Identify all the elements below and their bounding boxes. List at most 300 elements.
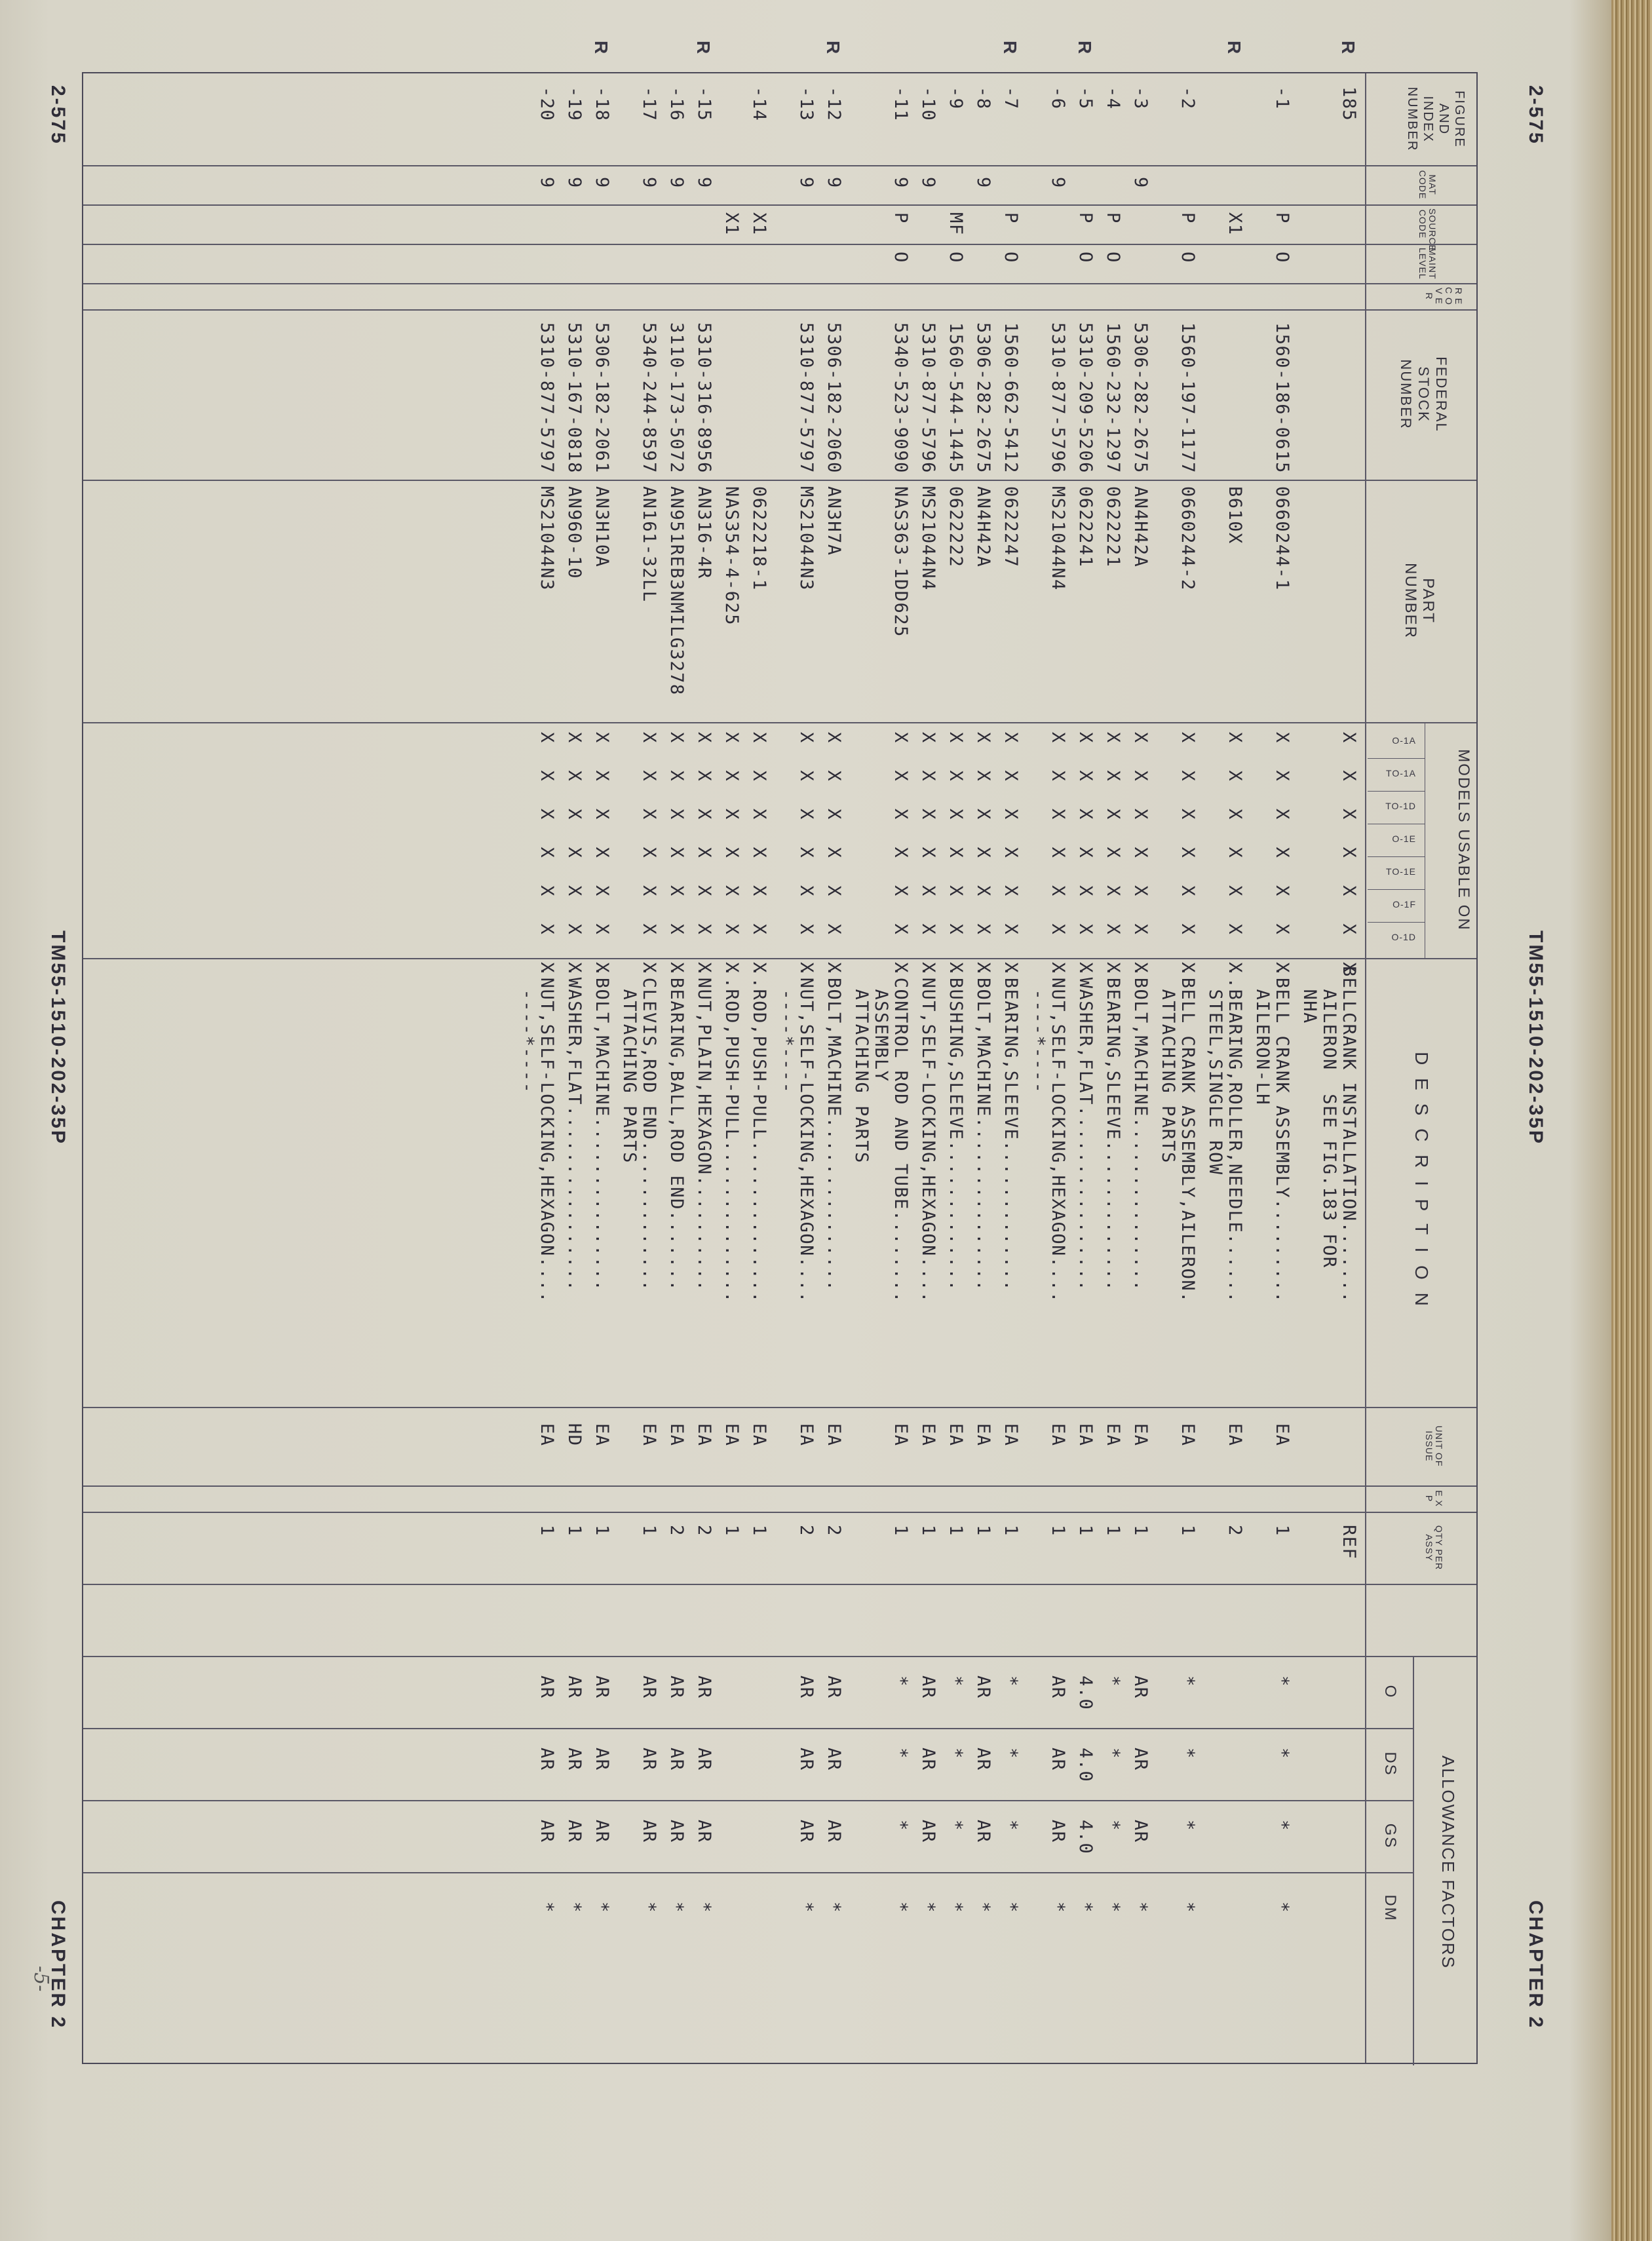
- qty-cell: 1: [1178, 1525, 1198, 1537]
- part-number-cell: AN161-32LL: [639, 486, 659, 603]
- description-line: ..ROD,PUSH-PULL..............: [749, 966, 769, 1303]
- source-code-cell: P: [1272, 212, 1292, 224]
- allowance-dm-cell: *: [824, 1902, 844, 1913]
- parts-list-table: [82, 41, 1478, 2064]
- mat-code-cell: 9: [1130, 177, 1151, 189]
- allowance-o-cell: *: [1178, 1676, 1198, 1687]
- allowance-gs-cell: AR: [796, 1820, 816, 1843]
- allowance-o-cell: AR: [796, 1676, 816, 1699]
- qty-cell: 1: [749, 1525, 769, 1537]
- allowance-gs-cell: AR: [694, 1820, 714, 1843]
- header-maint-level: MAINT LEVEL: [1417, 248, 1438, 280]
- fsn-cell: 5340-244-8597: [639, 322, 659, 474]
- source-code-cell: X1: [1225, 212, 1245, 236]
- allowance-dm-cell: *: [1103, 1902, 1123, 1913]
- allowance-dm-cell: *: [666, 1902, 687, 1913]
- document-id-top: TM55-1510-202-35P: [1525, 930, 1546, 1145]
- allowance-gs-cell: 4.0: [1075, 1820, 1096, 1855]
- description-line: ..BEARING,ROLLER,NEEDLE......: [1225, 966, 1245, 1303]
- mat-code-cell: 9: [592, 177, 612, 189]
- figure-index-cell: -7: [1001, 86, 1021, 110]
- qty-cell: 1: [1075, 1525, 1096, 1537]
- revision-mark: R: [1075, 41, 1095, 54]
- fsn-cell: 5310-877-5796: [918, 322, 938, 474]
- description-line: AILERON-LH: [1252, 966, 1273, 1106]
- figure-index-cell: 185: [1339, 86, 1359, 122]
- models-cell: X X X X X X X: [694, 732, 714, 982]
- rotated-page: [29, 26, 1560, 2215]
- source-code-cell: MF: [946, 212, 966, 236]
- description-line: .NUT,SELF-LOCKING,HEXAGON....: [537, 966, 557, 1303]
- fsn-cell: 5310-167-0818: [564, 322, 585, 474]
- models-cell: X X X X X X X: [564, 732, 585, 982]
- allowance-gs-cell: AR: [1048, 1820, 1068, 1843]
- allowance-dm-cell: *: [564, 1902, 585, 1913]
- mat-code-cell: 9: [891, 177, 911, 189]
- models-cell: X X X X X X X: [1339, 732, 1359, 982]
- unit-of-issue-cell: EA: [918, 1423, 938, 1447]
- header-fsn: FEDERAL STOCK NUMBER: [1398, 356, 1450, 432]
- description-line: .NUT,SELF-LOCKING,HEXAGON....: [918, 966, 938, 1303]
- mat-code-cell: 9: [564, 177, 585, 189]
- description-line: .BOLT,MACHINE...............: [1130, 966, 1151, 1292]
- allowance-gs-cell: AR: [973, 1820, 993, 1843]
- unit-of-issue-cell: EA: [1272, 1423, 1292, 1447]
- allowance-gs-cell: *: [1103, 1820, 1123, 1831]
- part-number-cell: AN4H42A: [1130, 486, 1151, 568]
- maint-level-cell: O: [946, 252, 966, 263]
- book-binding-edge: [1611, 0, 1652, 2241]
- allowance-gs-cell: *: [1001, 1820, 1021, 1831]
- allowance-ds-cell: 4.0: [1075, 1748, 1096, 1783]
- fsn-cell: 5310-316-8956: [694, 322, 714, 474]
- allowance-ds-cell: AR: [918, 1748, 938, 1771]
- part-number-cell: 0622218-1: [749, 486, 769, 591]
- maint-level-cell: O: [1001, 252, 1021, 263]
- allowance-dm-cell: *: [1001, 1902, 1021, 1913]
- unit-of-issue-cell: EA: [666, 1423, 687, 1447]
- allowance-ds-cell: AR: [537, 1748, 557, 1771]
- maint-level-cell: O: [1075, 252, 1096, 263]
- unit-of-issue-cell: EA: [1225, 1423, 1245, 1447]
- description-line: ASSEMBLY: [871, 966, 891, 1082]
- revision-mark: R: [1338, 41, 1358, 54]
- model-o1e: O-1E: [1392, 833, 1416, 844]
- allow-ds: DS: [1381, 1752, 1399, 1776]
- unit-of-issue-cell: EA: [1001, 1423, 1021, 1447]
- model-to1a: TO-1A: [1386, 768, 1416, 778]
- part-number-cell: NAS363-1DD625: [891, 486, 911, 638]
- fsn-cell: 5306-182-2060: [824, 322, 844, 474]
- revision-mark: R: [1224, 41, 1244, 54]
- models-cell: X X X X X X X: [796, 732, 816, 982]
- source-code-cell: P: [1103, 212, 1123, 224]
- allowance-o-cell: 4.0: [1075, 1676, 1096, 1711]
- allowance-o-cell: *: [1272, 1676, 1292, 1687]
- figure-index-cell: -8: [973, 86, 993, 110]
- maint-level-cell: O: [1103, 252, 1123, 263]
- allowance-o-cell: AR: [666, 1676, 687, 1699]
- figure-index-cell: -14: [749, 86, 769, 122]
- header-description: D E S C R I P T I O N: [1412, 1052, 1432, 1310]
- allowance-dm-cell: *: [973, 1902, 993, 1913]
- unit-of-issue-cell: EA: [1075, 1423, 1096, 1447]
- allowance-gs-cell: AR: [918, 1820, 938, 1843]
- description-line: .CONTROL ROD AND TUBE........: [891, 966, 911, 1303]
- description-line: ..ROD,PUSH-PULL..............: [721, 966, 742, 1303]
- figure-index-cell: -13: [796, 86, 816, 122]
- page-number-bottom: 2-575: [47, 85, 69, 145]
- mat-code-cell: 9: [918, 177, 938, 189]
- revision-mark: R: [693, 41, 714, 54]
- qty-cell: 1: [891, 1525, 911, 1537]
- allowance-dm-cell: *: [1075, 1902, 1096, 1913]
- part-number-cell: 0660244-1: [1272, 486, 1292, 591]
- models-cell: X X X X X X X: [824, 732, 844, 982]
- allowance-gs-cell: AR: [824, 1820, 844, 1843]
- part-number-cell: MS21044N3: [796, 486, 816, 591]
- part-number-cell: MS21044N4: [918, 486, 938, 591]
- allowance-ds-cell: AR: [564, 1748, 585, 1771]
- part-number-cell: 0660244-2: [1178, 486, 1198, 591]
- description-line: .BOLT,MACHINE...............: [592, 966, 612, 1292]
- allowance-ds-cell: *: [1178, 1748, 1198, 1759]
- maint-level-cell: O: [891, 252, 911, 263]
- page-number-top: 2-575: [1525, 85, 1546, 145]
- mat-code-cell: 9: [666, 177, 687, 189]
- source-code-cell: P: [891, 212, 911, 224]
- figure-index-cell: -18: [592, 86, 612, 122]
- qty-cell: 1: [721, 1525, 742, 1537]
- qty-cell: 2: [666, 1525, 687, 1537]
- document-id-bottom: TM55-1510-202-35P: [47, 930, 69, 1145]
- source-code-cell: X1: [721, 212, 742, 236]
- unit-of-issue-cell: EA: [1130, 1423, 1151, 1447]
- models-cell: X X X X X X X: [891, 732, 911, 982]
- fsn-cell: 1560-232-1297: [1103, 322, 1123, 474]
- description-line: .CLEVIS,ROD END.............: [639, 966, 659, 1292]
- fsn-cell: 1560-662-5412: [1001, 322, 1021, 474]
- unit-of-issue-cell: EA: [639, 1423, 659, 1447]
- qty-cell: 1: [1272, 1525, 1292, 1537]
- chapter-label-top: CHAPTER 2: [1525, 1900, 1546, 2030]
- revision-mark: R: [823, 41, 843, 54]
- revision-mark: R: [1000, 41, 1020, 54]
- qty-cell: 1: [918, 1525, 938, 1537]
- description-line: .BEARING,SLEEVE.............: [1103, 966, 1123, 1292]
- allowance-o-cell: AR: [639, 1676, 659, 1699]
- models-cell: X X X X X X X: [537, 732, 557, 982]
- description-line: .NUT,SELF-LOCKING,HEXAGON....: [1048, 966, 1068, 1303]
- allow-gs: GS: [1381, 1823, 1399, 1849]
- figure-index-cell: -1: [1272, 86, 1292, 110]
- allowance-dm-cell: *: [1178, 1902, 1198, 1913]
- description-line: .BELL CRANK ASSEMBLY,AILERON.: [1178, 966, 1198, 1303]
- source-code-cell: P: [1178, 212, 1198, 224]
- unit-of-issue-cell: EA: [1178, 1423, 1198, 1447]
- allowance-ds-cell: *: [1001, 1748, 1021, 1759]
- allowance-ds-cell: AR: [973, 1748, 993, 1771]
- description-line: .BOLT,MACHINE...............: [973, 966, 993, 1292]
- mat-code-cell: 9: [796, 177, 816, 189]
- figure-index-cell: -19: [564, 86, 585, 122]
- allowance-o-cell: AR: [918, 1676, 938, 1699]
- figure-index-cell: -6: [1048, 86, 1068, 110]
- allowance-dm-cell: *: [918, 1902, 938, 1913]
- allowance-gs-cell: AR: [537, 1820, 557, 1843]
- header-qty: QTY PER ASSY: [1424, 1525, 1444, 1571]
- description-line: .BEARING,SLEEVE.............: [1001, 966, 1021, 1292]
- header-recoverability: R E C O V E R: [1424, 287, 1464, 305]
- description-line: NHA: [1299, 966, 1320, 1024]
- fsn-cell: 5310-877-5796: [1048, 322, 1068, 474]
- part-number-cell: AN951REB3NMILG3278: [666, 486, 687, 696]
- qty-cell: 1: [1001, 1525, 1021, 1537]
- fsn-cell: 5310-877-5797: [796, 322, 816, 474]
- allowance-dm-cell: *: [639, 1902, 659, 1913]
- allowance-gs-cell: *: [891, 1820, 911, 1831]
- description-line: .BOLT,MACHINE...............: [824, 966, 844, 1292]
- description-line: .BEARING,BALL,ROD END.......: [666, 966, 687, 1292]
- part-number-cell: 0622247: [1001, 486, 1021, 568]
- models-cell: X X X X X X X: [973, 732, 993, 982]
- models-cell: X X X X X X X: [1075, 732, 1096, 982]
- qty-cell: 1: [564, 1525, 585, 1537]
- unit-of-issue-cell: EA: [891, 1423, 911, 1447]
- unit-of-issue-cell: EA: [1103, 1423, 1123, 1447]
- figure-index-cell: -4: [1103, 86, 1123, 110]
- figure-index-cell: -12: [824, 86, 844, 122]
- source-code-cell: P: [1075, 212, 1096, 224]
- allowance-dm-cell: *: [592, 1902, 612, 1913]
- part-number-cell: AN960-10: [564, 486, 585, 580]
- allowance-gs-cell: AR: [592, 1820, 612, 1843]
- mat-code-cell: 9: [973, 177, 993, 189]
- unit-of-issue-cell: EA: [796, 1423, 816, 1447]
- figure-index-cell: -11: [891, 86, 911, 122]
- description-line: ATTACHING PARTS: [1158, 966, 1178, 1164]
- models-cell: X X X X X X X: [1103, 732, 1123, 982]
- model-o1a: O-1A: [1392, 735, 1416, 746]
- models-cell: X X X X X X X: [1001, 732, 1021, 982]
- unit-of-issue-cell: EA: [973, 1423, 993, 1447]
- fsn-cell: 5340-523-9090: [891, 322, 911, 474]
- allowance-o-cell: AR: [592, 1676, 612, 1699]
- revision-mark: R: [591, 41, 611, 54]
- mat-code-cell: 9: [639, 177, 659, 189]
- models-cell: X X X X X X X: [1272, 732, 1292, 982]
- fsn-cell: 5310-877-5797: [537, 322, 557, 474]
- qty-cell: 1: [592, 1525, 612, 1537]
- allowance-ds-cell: *: [1103, 1748, 1123, 1759]
- description-line: BELLCRANK INSTALLATION.......: [1339, 966, 1359, 1303]
- fsn-cell: 1560-186-0615: [1272, 322, 1292, 474]
- unit-of-issue-cell: EA: [1048, 1423, 1068, 1447]
- qty-cell: 2: [1225, 1525, 1245, 1537]
- part-number-cell: AN316-4R: [694, 486, 714, 580]
- header-part-number: PART NUMBER: [1402, 562, 1437, 639]
- description-line: .WASHER,FLAT................: [1075, 966, 1096, 1292]
- fsn-cell: 5306-282-2675: [1130, 322, 1151, 474]
- allowance-o-cell: AR: [537, 1676, 557, 1699]
- allow-dm: DM: [1381, 1894, 1399, 1922]
- mat-code-cell: 9: [694, 177, 714, 189]
- models-cell: X X X X X X X: [666, 732, 687, 982]
- fsn-cell: 5306-182-2061: [592, 322, 612, 474]
- allowance-o-cell: *: [1103, 1676, 1123, 1687]
- chapter-label-bottom: CHAPTER 2: [47, 1900, 69, 2030]
- header-allowance: ALLOWANCE FACTORS: [1438, 1755, 1458, 1969]
- unit-of-issue-cell: EA: [749, 1423, 769, 1447]
- allowance-ds-cell: AR: [666, 1748, 687, 1771]
- figure-index-cell: -17: [639, 86, 659, 122]
- allowance-dm-cell: *: [1130, 1902, 1151, 1913]
- models-cell: X X X X X X X: [749, 732, 769, 982]
- maint-level-cell: O: [1272, 252, 1292, 263]
- allowance-dm-cell: *: [694, 1902, 714, 1913]
- allowance-o-cell: AR: [1130, 1676, 1151, 1699]
- figure-index-cell: -5: [1075, 86, 1096, 110]
- allowance-ds-cell: AR: [796, 1748, 816, 1771]
- qty-cell: 2: [824, 1525, 844, 1537]
- qty-cell: 2: [694, 1525, 714, 1537]
- fsn-cell: 5306-282-2675: [973, 322, 993, 474]
- unit-of-issue-cell: EA: [592, 1423, 612, 1447]
- description-line: AILERON SEE FIG.183 FOR: [1319, 966, 1339, 1269]
- mat-code-cell: 9: [537, 177, 557, 189]
- allowance-ds-cell: *: [891, 1748, 911, 1759]
- model-o1f: O-1F: [1393, 899, 1416, 910]
- allowance-dm-cell: *: [1048, 1902, 1068, 1913]
- handwritten-page-mark: -5-: [29, 1966, 52, 1992]
- part-number-cell: 0622221: [1103, 486, 1123, 568]
- figure-index-cell: -16: [666, 86, 687, 122]
- allowance-ds-cell: AR: [639, 1748, 659, 1771]
- description-line: STEEL,SINGLE ROW: [1205, 966, 1225, 1176]
- figure-index-cell: -10: [918, 86, 938, 122]
- source-code-cell: P: [1001, 212, 1021, 224]
- model-o1d: O-1D: [1391, 932, 1416, 942]
- part-number-cell: MS21044N3: [537, 486, 557, 591]
- description-line: ATTACHING PARTS: [851, 966, 872, 1164]
- description-line: .WASHER,FLAT................: [564, 966, 585, 1292]
- models-cell: X X X X X X X: [1048, 732, 1068, 982]
- header-models: MODELS USABLE ON: [1455, 749, 1472, 931]
- models-cell: X X X X X X X: [1225, 732, 1245, 982]
- unit-of-issue-cell: EA: [694, 1423, 714, 1447]
- part-number-cell: AN4H42A: [973, 486, 993, 568]
- model-to1d: TO-1D: [1385, 801, 1416, 811]
- unit-of-issue-cell: EA: [946, 1423, 966, 1447]
- mat-code-cell: 9: [824, 177, 844, 189]
- header-exp: E X P: [1424, 1490, 1444, 1507]
- models-cell: X X X X X X X: [592, 732, 612, 982]
- unit-of-issue-cell: EA: [537, 1423, 557, 1447]
- allowance-dm-cell: *: [891, 1902, 911, 1913]
- allowance-ds-cell: AR: [824, 1748, 844, 1771]
- allowance-gs-cell: AR: [666, 1820, 687, 1843]
- allowance-ds-cell: AR: [1048, 1748, 1068, 1771]
- figure-index-cell: -20: [537, 86, 557, 122]
- part-number-cell: MS21044N4: [1048, 486, 1068, 591]
- allowance-o-cell: AR: [694, 1676, 714, 1699]
- part-number-cell: 0622241: [1075, 486, 1096, 568]
- models-cell: X X X X X X X: [1130, 732, 1151, 982]
- models-cell: X X X X X X X: [918, 732, 938, 982]
- description-line: ----*----: [777, 966, 797, 1094]
- description-line: .NUT,SELF-LOCKING,HEXAGON....: [796, 966, 816, 1303]
- qty-cell: REF: [1339, 1525, 1359, 1560]
- allow-o: O: [1381, 1685, 1399, 1699]
- part-number-cell: AN3H10A: [592, 486, 612, 568]
- qty-cell: 1: [537, 1525, 557, 1537]
- unit-of-issue-cell: HD: [564, 1423, 585, 1447]
- unit-of-issue-cell: EA: [721, 1423, 742, 1447]
- qty-cell: 1: [946, 1525, 966, 1537]
- allowance-o-cell: AR: [564, 1676, 585, 1699]
- allowance-dm-cell: *: [1272, 1902, 1292, 1913]
- qty-cell: 1: [973, 1525, 993, 1537]
- description-line: .BUSHING,SLEEVE.............: [946, 966, 966, 1292]
- fsn-cell: 1560-544-1445: [946, 322, 966, 474]
- allowance-o-cell: *: [891, 1676, 911, 1687]
- allowance-ds-cell: *: [1272, 1748, 1292, 1759]
- allowance-o-cell: AR: [1048, 1676, 1068, 1699]
- models-cell: X X X X X X X: [721, 732, 742, 982]
- allowance-gs-cell: AR: [564, 1820, 585, 1843]
- figure-index-cell: -15: [694, 86, 714, 122]
- fsn-cell: 1560-197-1177: [1178, 322, 1198, 474]
- figure-index-cell: -9: [946, 86, 966, 110]
- part-number-cell: B610X: [1225, 486, 1245, 545]
- models-cell: X X X X X X X: [946, 732, 966, 982]
- allowance-ds-cell: AR: [592, 1748, 612, 1771]
- qty-cell: 1: [639, 1525, 659, 1537]
- qty-cell: 2: [796, 1525, 816, 1537]
- description-line: .BELL CRANK ASSEMBLY.........: [1272, 966, 1292, 1303]
- model-to1e: TO-1E: [1386, 866, 1416, 877]
- allowance-gs-cell: *: [1272, 1820, 1292, 1831]
- mat-code-cell: 9: [1048, 177, 1068, 189]
- figure-index-cell: -2: [1178, 86, 1198, 110]
- allowance-dm-cell: *: [946, 1902, 966, 1913]
- header-source-code: SOURCE CODE: [1417, 208, 1438, 252]
- allowance-o-cell: *: [1001, 1676, 1021, 1687]
- description-line: ----*----: [1028, 966, 1048, 1094]
- part-number-cell: 0622222: [946, 486, 966, 568]
- allowance-gs-cell: AR: [1130, 1820, 1151, 1843]
- models-cell: X X X X X X X: [639, 732, 659, 982]
- source-code-cell: X1: [749, 212, 769, 236]
- description-line: ----*----: [517, 966, 537, 1094]
- models-cell: X X X X X X X: [1178, 732, 1198, 982]
- allowance-ds-cell: AR: [1130, 1748, 1151, 1771]
- allowance-gs-cell: *: [1178, 1820, 1198, 1831]
- description-line: .NUT,PLAIN,HEXAGON..........: [694, 966, 714, 1292]
- allowance-dm-cell: *: [796, 1902, 816, 1913]
- allowance-o-cell: *: [946, 1676, 966, 1687]
- fsn-cell: 5310-209-5206: [1075, 322, 1096, 474]
- allowance-ds-cell: *: [946, 1748, 966, 1759]
- description-line: ATTACHING PARTS: [619, 966, 640, 1164]
- allowance-gs-cell: AR: [639, 1820, 659, 1843]
- allowance-dm-cell: *: [537, 1902, 557, 1913]
- fsn-cell: 3110-173-5072: [666, 322, 687, 474]
- allowance-gs-cell: *: [946, 1820, 966, 1831]
- allowance-o-cell: AR: [973, 1676, 993, 1699]
- qty-cell: 1: [1130, 1525, 1151, 1537]
- part-number-cell: AN3H7A: [824, 486, 844, 556]
